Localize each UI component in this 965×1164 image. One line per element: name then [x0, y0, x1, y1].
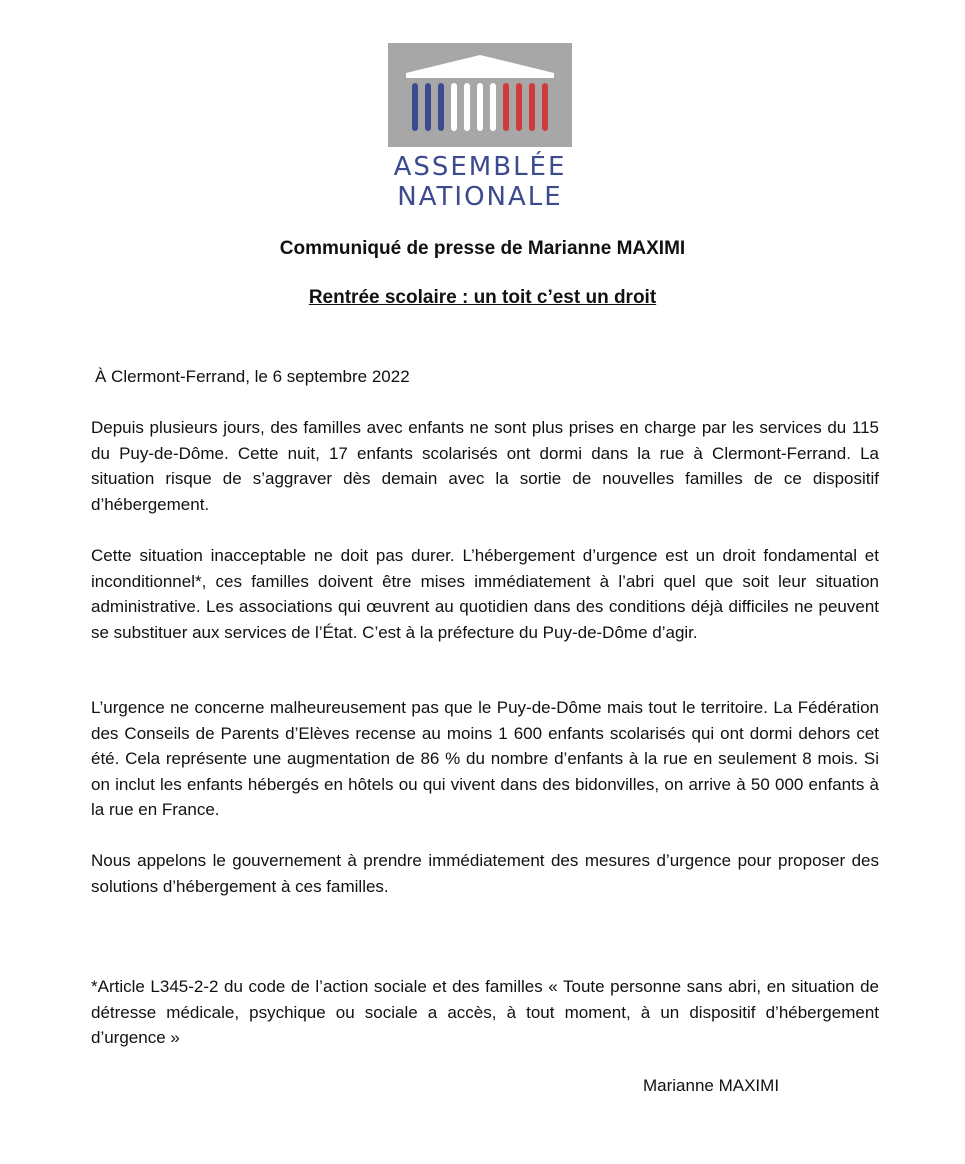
paragraph-4: Nous appelons le gouvernement à prendre immédiatement des mesures d’urgence pour proposer des solutions d’hébergement à ces familles.: [91, 851, 879, 896]
press-release-title: Communiqué de presse de Marianne MAXIMI: [279, 238, 686, 259]
paragraph-1: Depuis plusieurs jours, des familles avec enfants ne sont plus prises en charge par les services du 115 du Puy-de-Dôme. Cette nuit, 17 enfants scolarisés ont dormi dans la rue à Clermont-Ferrand. La situation risque de s’aggraver dès demain avec la sortie de nouvelles familles de ce dispositif d’hébergement.: [91, 418, 879, 514]
paragraph-2: Cette situation inacceptable ne doit pas durer. L’hébergement d’urgence est un droit fondamental et inconditionnel*, ces familles doivent être mises immédiatement à l’abri quel que soit leur situation administrative. Les associations qui œuvrent au quotidien dans des conditions déjà difficiles ne peuvent se substituer aux services de l’État. C’est à la préfecture du Puy-de-Dôme d’agir.: [91, 546, 879, 642]
footnote: *Article L345-2-2 du code de l’action sociale et des familles « Toute personne sans abri, en situation de détresse médicale, psychique ou sociale a accès, à tout moment, à un dispositif d’hébergement d’urgence »: [91, 977, 879, 1047]
logo-line-assemblee: ASSEMBLÉE: [393, 152, 567, 182]
paragraph-3: L’urgence ne concerne malheureusement pas que le Puy-de-Dôme mais tout le territoire. La Fédération des Conseils de Parents d’Elèves recense au moins 1 600 enfants scolarisés qui ont dormi dehors cet été. Cela représente une augmentation de 86 % du nombre d’enfants à la rue en seulement 8 mois. Si on inclut les enfants hébergés en hôtels ou qui vivent dans des bidonvilles, on arrive à 50 000 enfants à la rue en France.: [91, 698, 879, 819]
assemblee-nationale-logo: [388, 43, 572, 213]
place-and-date: À Clermont-Ferrand, le 6 septembre 2022: [95, 367, 410, 386]
logo-line-nationale: NATIONALE: [397, 182, 563, 212]
press-release-subtitle: Rentrée scolaire : un toit c’est un droit: [308, 287, 657, 308]
signature: Marianne MAXIMI: [643, 1076, 780, 1095]
